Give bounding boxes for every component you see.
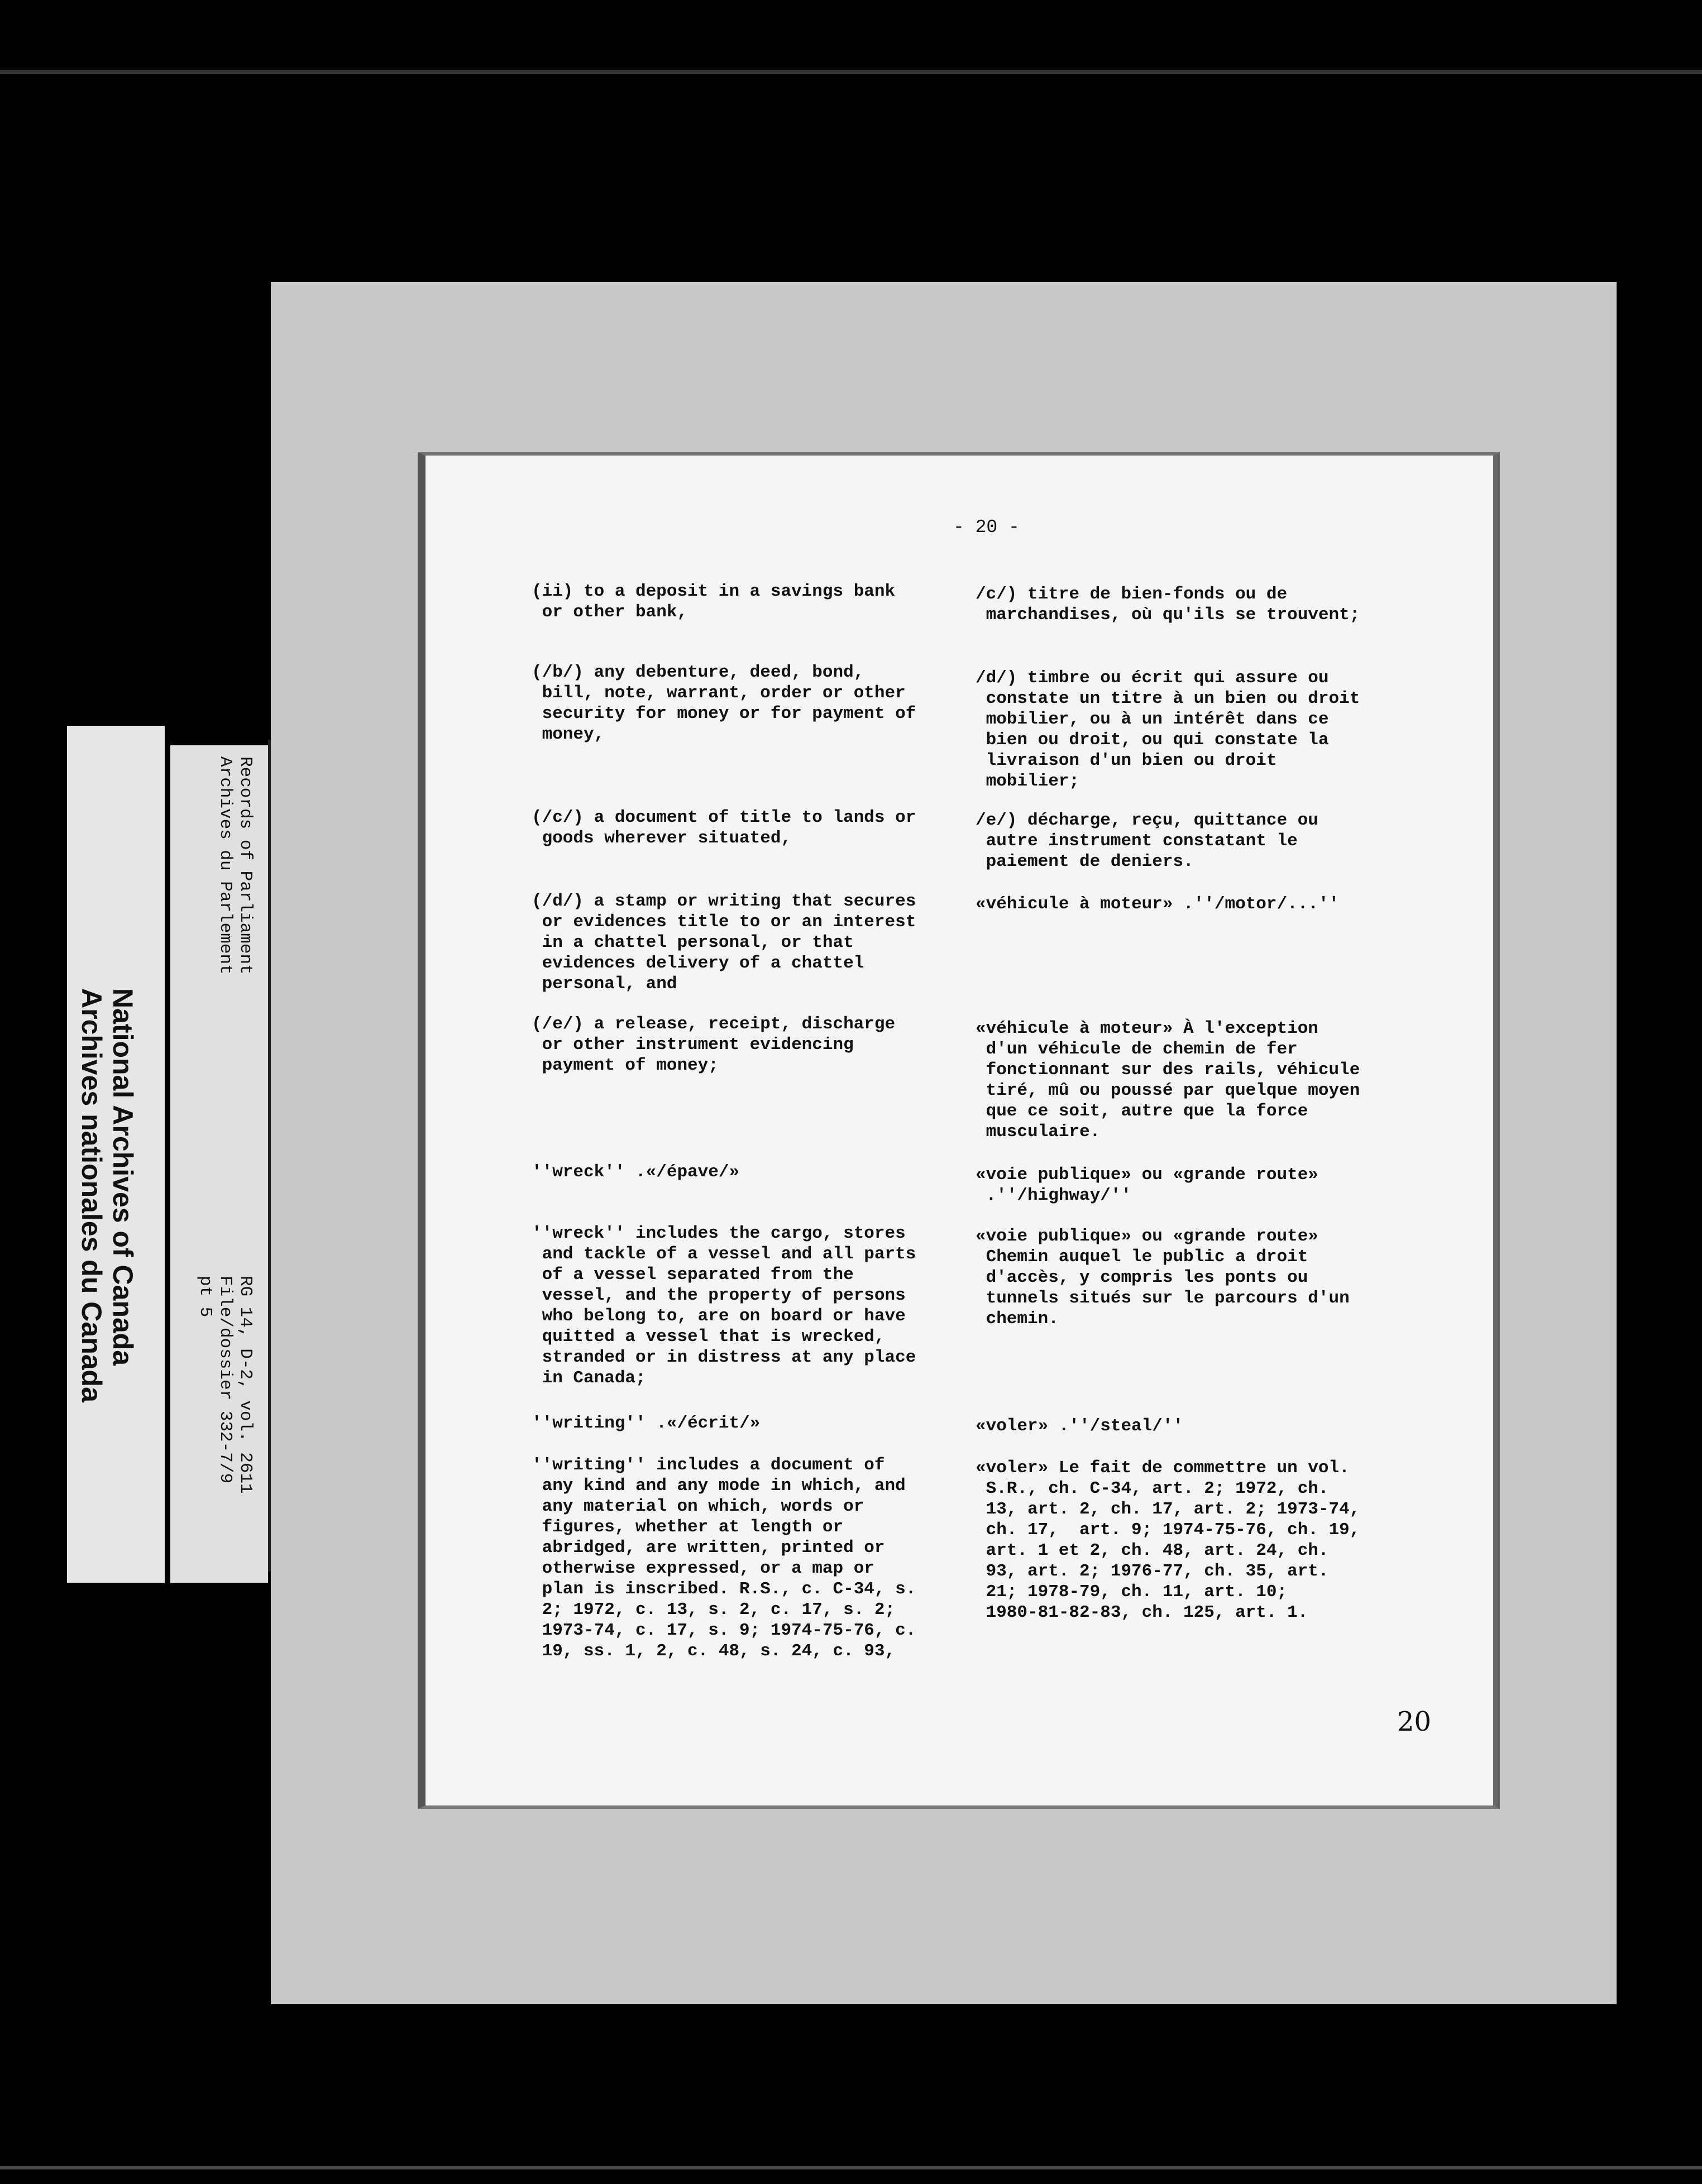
- left-paragraph: (/c/) a document of title to lands or goods wherever situated,: [532, 808, 916, 848]
- right-paragraph: «véhicule à moteur» .''/motor/...'': [976, 894, 1340, 914]
- archival-label-reference: [170, 745, 268, 1583]
- reference-block: [195, 1276, 255, 1494]
- left-paragraph: ''writing'' includes a document of any kind and any mode in which, and any material on which, words or figures, whether at length or abridged, are written, printed or otherwise expressed, or a map or plan is inscribed. R.S., c. C-34, s. 2; 1972, c. 13, s. 2, c. 17, s. 2; 1973-74, c. 17, s. 9; 1974-75-76, c. 19, ss. 1, 2, c. 48, s. 24, c. 93,: [532, 1455, 916, 1661]
- handwritten-page-number: 20: [1397, 1706, 1432, 1737]
- institution-names: [76, 988, 138, 1402]
- reference-line-1: RG 14, D-2, vol. 2611: [236, 1276, 255, 1494]
- archival-label-main: [67, 726, 165, 1583]
- left-paragraph: ''writing'' .«/écrit/»: [532, 1414, 761, 1433]
- archival-label: [67, 726, 268, 1583]
- document-page: [418, 452, 1500, 1809]
- film-edge-top: [0, 70, 1702, 74]
- left-paragraph: ''wreck'' includes the cargo, stores and tackle of a vessel and all parts of a vessel separated from the vessel, and the property of persons who belong to, are on board or have quitted a vessel that is wrecked, stranded or in distress at any place in Canada;: [532, 1224, 916, 1388]
- institution-fr: Archives nationales du Canada: [76, 988, 107, 1402]
- page-number: - 20 -: [953, 517, 1020, 538]
- right-paragraph: «voie publique» ou «grande route» .''/highway/'': [976, 1165, 1318, 1205]
- left-paragraph: (/b/) any debenture, deed, bond, bill, note, warrant, order or other security for money or for payment of money,: [532, 663, 916, 744]
- right-paragraph: «voie publique» ou «grande route» Chemin auquel le public a droit d'accès, y compris les ponts ou tunnels situés sur le parcours d'un chemin.: [976, 1227, 1350, 1329]
- left-paragraph: (/e/) a release, receipt, discharge or other instrument evidencing payment of money;: [532, 1014, 896, 1075]
- left-paragraph: (/d/) a stamp or writing that secures or evidences title to or an interest in a chattel personal, or that evidences delivery of a chattel personal, and: [532, 892, 916, 994]
- reference-line-2: File/dossier 332-7/9: [216, 1276, 235, 1484]
- right-paragraph: /d/) timbre ou écrit qui assure ou constate un titre à un bien ou droit mobilier, ou à un intérêt dans ce bien ou droit, ou qui constate la livraison d'un bien ou droit mobilier;: [976, 668, 1360, 791]
- records-en: Records of Parliament: [236, 756, 255, 975]
- right-paragraph: «véhicule à moteur» À l'exception d'un véhicule de chemin de fer fonctionnant sur des rails, véhicule tiré, mû ou poussé par quelque moyen que ce soit, autre que la force musculaire.: [976, 1019, 1360, 1142]
- right-paragraph: /c/) titre de bien-fonds ou de marchandises, où qu'ils se trouvent;: [976, 585, 1360, 625]
- records-fr: Archives du Parlement: [216, 756, 235, 975]
- right-paragraph: /e/) décharge, reçu, quittance ou autre instrument constatant le paiement de deniers.: [976, 811, 1318, 871]
- film-edge-bottom: [0, 2166, 1702, 2169]
- records-block: [215, 756, 255, 975]
- institution-en: National Archives of Canada: [107, 988, 138, 1366]
- left-paragraph: ''wreck'' .«/épave/»: [532, 1162, 740, 1182]
- left-paragraph: (ii) to a deposit in a savings bank or other bank,: [532, 582, 896, 622]
- reference-line-3: pt 5: [195, 1276, 215, 1318]
- right-paragraph: «voler» .''/steal/'': [976, 1416, 1184, 1436]
- right-paragraph: «voler» Le fait de commettre un vol. S.R., ch. C-34, art. 2; 1972, ch. 13, art. 2, ch. 17, art. 2; 1973-74, ch. 17, art. 9; 1974-75-76, ch. 19, art. 1 et 2, ch. 48, art. 24, ch. 93, art. 2; 1976-77, ch. 35, art. 21; 1978-79, ch. 11, art. 10; 1980-81-82-83, ch. 125, art. 1.: [976, 1458, 1360, 1622]
